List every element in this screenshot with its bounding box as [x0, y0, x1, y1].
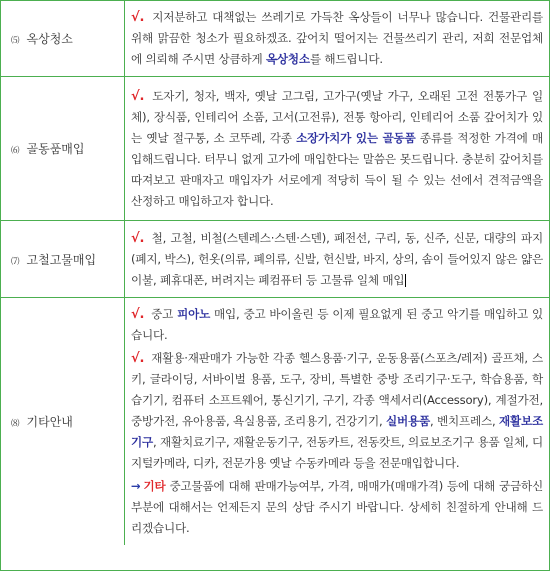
emphasis-text: 기타	[143, 479, 166, 493]
paragraph-text: 를 해드립니다.	[309, 52, 383, 66]
row-label-cell	[1, 298, 125, 546]
paragraph-text: 재활용·재판매가 가능한 각종 헬스용품·기구, 운동용품(스포츠/레저) 골프채, 스키, 글라이딩, 서바이벌 용품, 도구, 장비, 특별한 중방 조리기구·도구, 학습용품, 학습기기, 컴퓨터 소프트웨어, 통신기기, 구기, 각종 액세서리(Accessory), 계절가전, 중방가전, 유아용품, 욕실용품, 조리용기, 건강기기,	[131, 351, 543, 428]
row-number: ⑻	[11, 419, 20, 429]
text-cursor	[405, 274, 406, 287]
row-content-cell	[125, 1, 550, 77]
paragraph	[131, 476, 543, 539]
emphasis-text: 옥상청소	[265, 52, 310, 66]
emphasis-text: 재활보조기구	[131, 414, 543, 449]
row-number: ⑸	[11, 36, 20, 46]
service-info-table	[1, 1, 549, 545]
row-label: 고철고물매입	[26, 252, 97, 267]
row-label-cell	[1, 77, 125, 221]
paragraph	[131, 228, 543, 291]
row-label: 기타안내	[26, 415, 73, 429]
check-mark-icon: √.	[131, 230, 145, 246]
paragraph-text: 철, 고철, 비철(스텐레스·스텐·스덴), 폐전선, 구리, 동, 신주, 신문, 대량의 파지(폐지, 박스), 헌옷(의류, 폐의류, 신발, 헌신발, 바지, 상의, 솜이 들어있지 않은 얇은 이불, 폐휴대폰, 버려지는 폐컴퓨터 등 고물류 일체 매입	[131, 230, 543, 287]
check-mark-icon: √.	[131, 351, 145, 366]
row-label: 골동품매입	[26, 142, 85, 156]
emphasis-text: 실버용품	[385, 414, 430, 428]
paragraph	[131, 304, 543, 346]
row-content-cell	[125, 221, 550, 298]
paragraph-text: , 재활치료기구, 재활운동기구, 전동카트, 전동캇트, 의료보조기구 용품 일체, 디지털카메라, 디카, 전문가용 옛날 수동카메라 등을 전문매입합니다.	[131, 435, 543, 470]
paragraph-text: , 벤치프레스,	[429, 414, 499, 428]
row-number: ⑹	[11, 146, 20, 156]
check-mark-icon: √.	[131, 10, 145, 25]
paragraph-text: 중고	[147, 307, 178, 321]
paragraph-text: 도자기, 청자, 백자, 옛날 고그림, 고가구(옛날 가구, 오래된 고전 전통가구 일체), 장식품, 인테리어 소품, 고서(고전류), 전통 항아리, 인테리어 소품 갚어치가 있는 옛날 절구통, 소 코뚜레, 각종	[131, 88, 543, 145]
emphasis-text: 소장가치가 있는 골동품	[296, 130, 416, 145]
paragraph	[131, 348, 543, 474]
row-scrap-purchase	[1, 221, 549, 298]
row-antique-purchase	[1, 77, 549, 221]
row-label-cell	[1, 1, 125, 77]
arrow-right-icon: →	[131, 479, 141, 493]
row-content-cell	[125, 77, 550, 221]
paragraph-text: 지저분하고 대책없는 쓰레기로 가득찬 옥상들이 너무나 많습니다. 건물관리를 위해 맑끔한 청소가 필요하겠죠. 갚어치 떨어지는 건물쓰리기 관리, 저희 전문업체에 의뢰해 주시면 상큼하게	[131, 10, 543, 66]
paragraph-text: 중고물품에 대해 판매가능여부, 가격, 매매가(매매가격) 등에 대해 궁금하신 부분에 대해서는 언제든지 문의 상담 주시기 바랍니다. 상세히 친절하게 안내해 드리겠습니다.	[131, 479, 543, 535]
paragraph	[131, 86, 543, 212]
paragraph	[131, 7, 543, 70]
row-rooftop-cleaning	[1, 1, 549, 77]
row-content-cell	[125, 298, 550, 546]
check-mark-icon: √.	[131, 307, 145, 322]
emphasis-text: 피아노	[177, 307, 211, 321]
paragraph-text: 종류를 적정한 가격에 매입해드립니다. 터무니 없게 고가에 매입한다는 말씀은 못드립니다. 충분히 갚어치를 따져보고 판매자고 매입자가 서로에게 적당히 득이 될 수 있는 선에서 견적금액을 산정하고 매입하고자 합니다.	[131, 130, 543, 208]
row-number: ⑺	[11, 256, 20, 267]
row-label-cell	[1, 221, 125, 298]
row-other-info	[1, 298, 549, 546]
paragraph-text: 매입, 중고 바이올린 등 이제 필요없게 된 중고 악기를 매입하고 있습니다.	[131, 307, 543, 342]
check-mark-icon: √.	[131, 88, 145, 104]
row-label: 옥상청소	[26, 32, 73, 46]
